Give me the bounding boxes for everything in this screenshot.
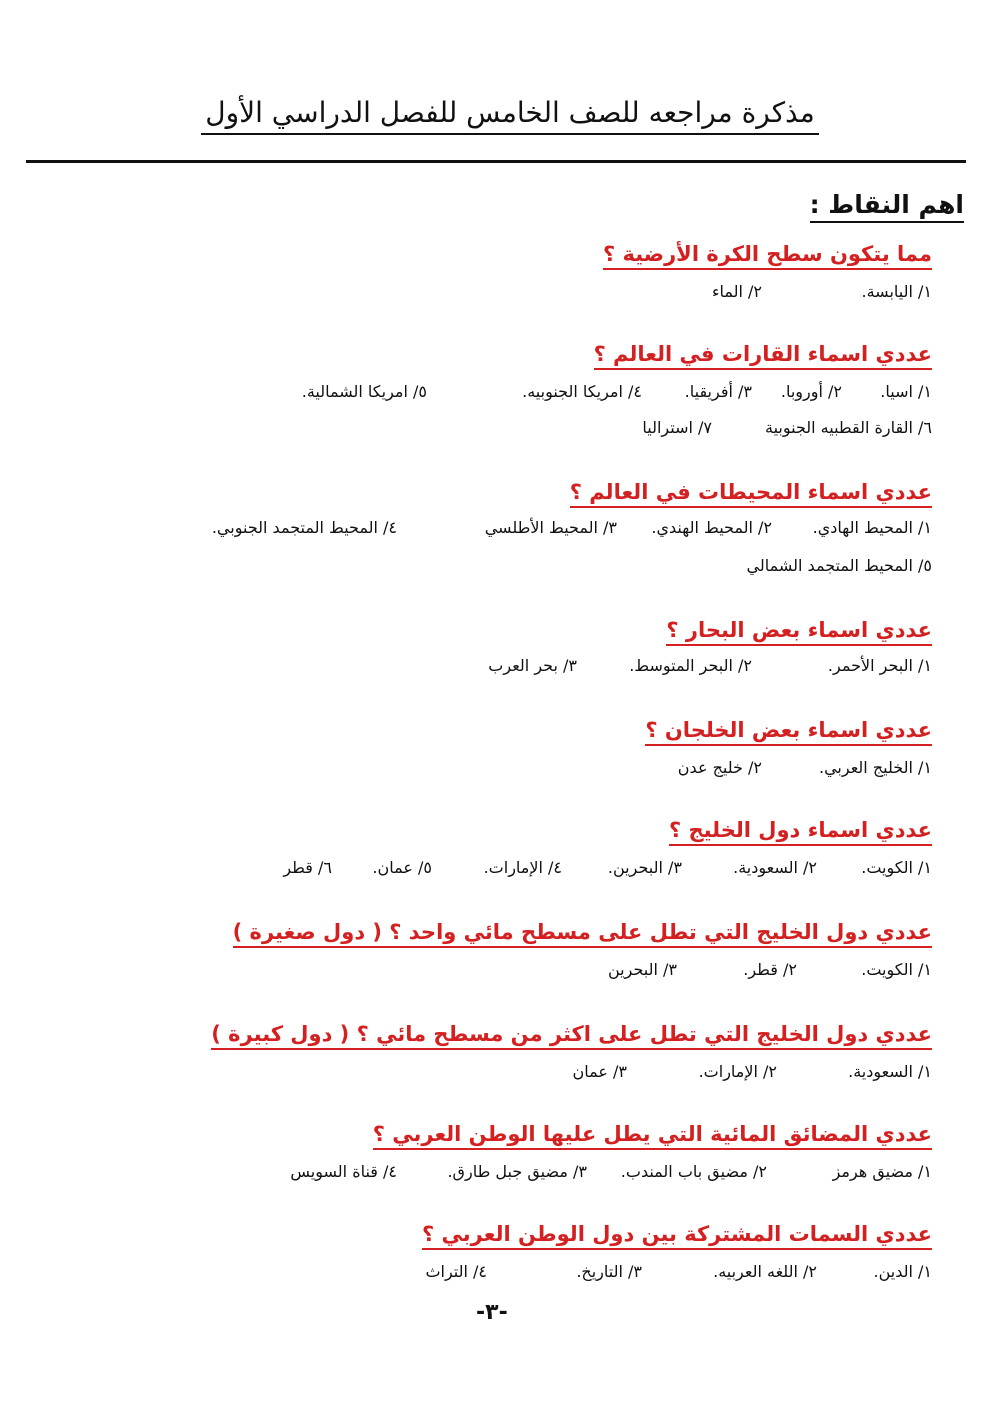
answer-item: ٣/ أفريقيا. [684, 382, 752, 401]
answer-item: ١/ الكويت. [861, 960, 932, 979]
question-title: عددي اسماء بعض الخلجان ؟ [645, 718, 932, 746]
question-block [603, 242, 932, 270]
answer-item: ١/ الكويت. [861, 858, 932, 877]
question-block [211, 1022, 932, 1050]
question-title: عددي دول الخليج التي تطل على مسطح مائي واحد ؟ ( دول صغيرة ) [233, 920, 932, 948]
answer-item: ٢/ الماء [711, 282, 762, 301]
page-number: -٣- [476, 1300, 508, 1325]
answer-item: ١/ الدين. [873, 1262, 932, 1281]
answer-item: ٢/ المحيط الهندي. [651, 518, 772, 537]
answer-item: ٦/ القارة القطبيه الجنوبية [764, 418, 932, 437]
answer-item: ٥/ عمان. [372, 858, 432, 877]
answer-item: ٣/ التاريخ. [576, 1262, 642, 1281]
answer-item: ٣/ البحرين. [607, 858, 682, 877]
answer-item: ٧/ استراليا [642, 418, 712, 437]
section-heading: اهم النقاط : [810, 190, 964, 223]
answer-item: ٥/ امريكا الشمالية. [301, 382, 427, 401]
answer-item: ١/ المحيط الهادي. [812, 518, 932, 537]
answer-item: ٤/ التراث [425, 1262, 487, 1281]
answer-item: ٦/ قطر [283, 858, 332, 877]
question-block [594, 342, 932, 370]
question-title: عددي السمات المشتركة بين دول الوطن العربي ؟ [422, 1222, 932, 1250]
question-title: عددي اسماء بعض البحار ؟ [666, 618, 932, 646]
answer-item: ٤/ المحيط المتجمد الجنوبي. [211, 518, 397, 537]
question-title: عددي اسماء دول الخليج ؟ [669, 818, 932, 846]
answer-item: ٢/ خليج عدن [677, 758, 762, 777]
answer-item: ١/ مضيق هرمز [832, 1162, 932, 1181]
answer-item: ٣/ البحرين [607, 960, 677, 979]
question-block [422, 1222, 932, 1250]
answer-item: ١/ الخليج العربي. [819, 758, 932, 777]
question-block [373, 1122, 932, 1150]
answer-item: ١/ اليابسة. [861, 282, 932, 301]
answer-item: ٢/ السعودية. [733, 858, 817, 877]
question-title: مما يتكون سطح الكرة الأرضية ؟ [603, 242, 932, 270]
page-title-text: مذكرة مراجعه للصف الخامس للفصل الدراسي الأول [201, 96, 818, 135]
question-title: عددي اسماء المحيطات في العالم ؟ [570, 480, 932, 508]
answer-item: ١/ البحر الأحمر. [827, 656, 932, 675]
question-title: عددي المضائق المائية التي يطل عليها الوطن العربي ؟ [373, 1122, 932, 1150]
answer-item: ٢/ أوروبا. [780, 382, 842, 401]
question-block [233, 920, 932, 948]
answer-item: ٢/ اللغه العربيه. [713, 1262, 817, 1281]
answer-item: ٢/ مضيق باب المندب. [620, 1162, 767, 1181]
answer-item: ٣/ بحر العرب [488, 656, 577, 675]
answer-item: ٤/ امريكا الجنوبيه. [522, 382, 642, 401]
answer-item: ٤/ قناة السويس [290, 1162, 397, 1181]
answer-item: ٢/ قطر. [743, 960, 797, 979]
answer-item: ١/ اسيا. [880, 382, 932, 401]
question-title: عددي اسماء القارات في العالم ؟ [594, 342, 932, 370]
answer-item: ٢/ البحر المتوسط. [629, 656, 752, 675]
question-block [666, 618, 932, 646]
question-block [570, 480, 932, 508]
answer-item: ٢/ الإمارات. [698, 1062, 777, 1081]
question-block [645, 718, 932, 746]
question-title: عددي دول الخليج التي تطل على اكثر من مسطح مائي ؟ ( دول كبيرة ) [211, 1022, 932, 1050]
answer-item: ٥/ المحيط المتجمد الشمالي [746, 556, 932, 575]
question-block [669, 818, 932, 846]
answer-item: ١/ السعودية. [848, 1062, 932, 1081]
answer-item: ٤/ الإمارات. [483, 858, 562, 877]
answer-item: ٣/ المحيط الأطلسي [484, 518, 617, 537]
answer-item: ٣/ مضيق جبل طارق. [447, 1162, 587, 1181]
answer-item: ٣/ عمان [572, 1062, 627, 1081]
